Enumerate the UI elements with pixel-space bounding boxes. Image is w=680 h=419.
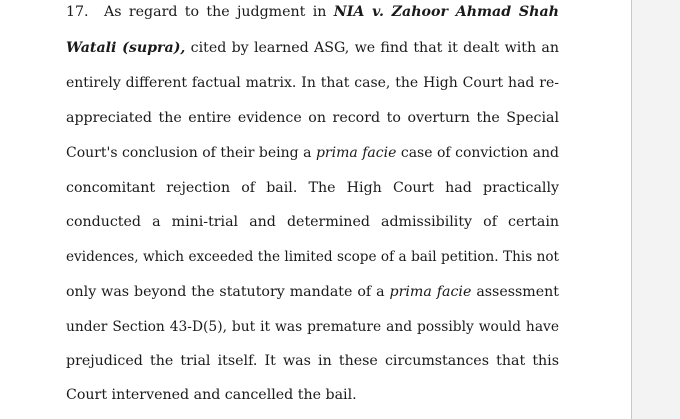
text-span: cited by learned ASG, we find that it dealt with an <box>185 40 559 56</box>
italic-term: prima facie <box>389 284 472 300</box>
text-line-9 <box>66 281 559 303</box>
text-span: As regard to the judgment in <box>104 4 334 20</box>
case-name-bold-italic: NIA v. Zahoor Ahmad Shah <box>333 4 559 20</box>
text-span: evidences, which exceeded the limited scope of a bail petition. This not <box>66 249 559 265</box>
text-line-11 <box>66 350 559 372</box>
page-edge <box>631 0 680 419</box>
text-span: concomitant rejection of bail. The High Court had practically <box>66 180 559 196</box>
text-line-6 <box>66 177 559 199</box>
text-span: entirely different factual matrix. In that case, the High Court had re- <box>66 75 559 91</box>
text-line-3 <box>66 72 559 94</box>
text-line-1 <box>104 1 559 23</box>
text-span: assessment <box>471 284 559 300</box>
text-line-5 <box>66 142 559 164</box>
text-span: conducted a mini-trial and determined admissibility of certain <box>66 214 559 230</box>
text-span: Court intervened and cancelled the bail. <box>66 387 357 403</box>
italic-term: prima facie <box>315 145 397 161</box>
text-line-2 <box>66 37 559 59</box>
text-span: Court's conclusion of their being a <box>66 145 316 161</box>
text-line-10 <box>66 316 559 338</box>
text-line-12 <box>66 384 559 406</box>
text-span: only was beyond the statutory mandate of a <box>66 284 390 300</box>
text-span: prejudiced the trial itself. It was in these circumstances that this <box>66 353 559 369</box>
case-name-bold-italic: Watali (supra), <box>66 40 186 56</box>
text-span: case of conviction and <box>396 145 559 161</box>
text-line-7 <box>66 211 559 233</box>
paragraph-number: 17. <box>66 4 89 20</box>
text-line-8 <box>66 246 559 268</box>
text-span: appreciated the entire evidence on record to overturn the Special <box>66 110 559 126</box>
text-line-4 <box>66 107 559 129</box>
text-span: under Section 43-D(5), but it was premature and possibly would have <box>66 319 559 335</box>
